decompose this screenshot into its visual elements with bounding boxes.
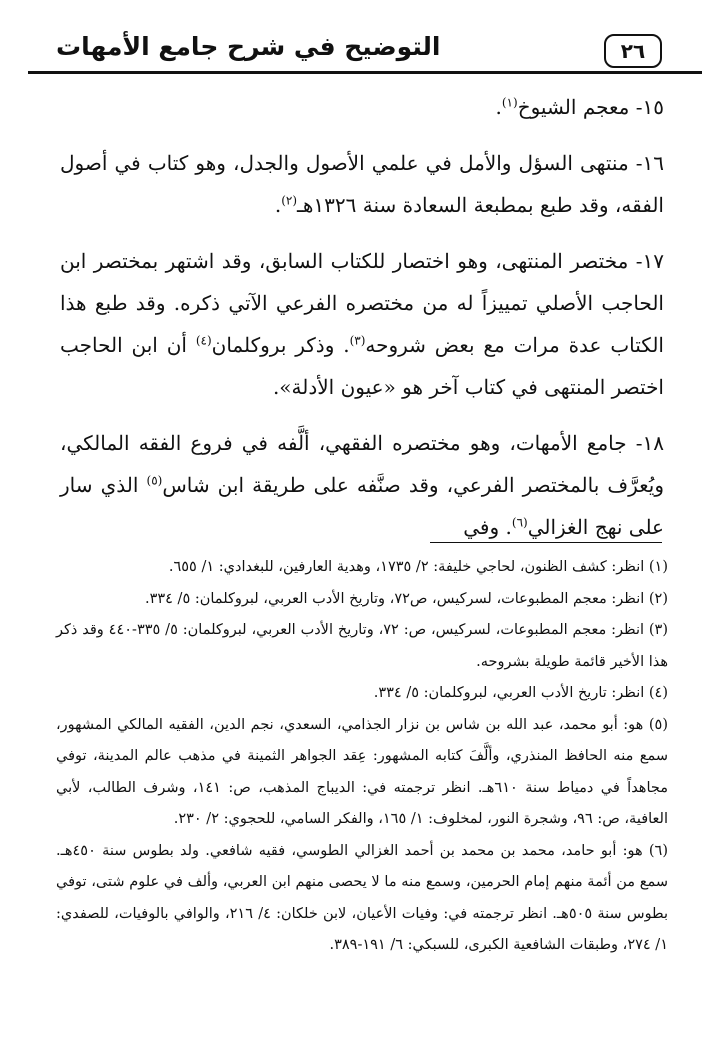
paragraph-17: [60, 240, 664, 408]
footnote-6: (٦) هو: أبو حامد، محمد بن محمد بن أحمد الغزالي الطوسي، فقيه شافعي. ولد بطوس سنة ٤٥٠هـ. سمع من أئمة منهم إمام الحرمين، وسمع منه ما لا يحصى منهم ابن العربي، وألف في علوم شتى، توفي بطوس سنة ٥٠٥هـ. انظر ترجمته في: وفيات الأعيان، لابن خلكان: ٤/ ٢١٦، والوافي بالوفيات، للصفدي: ١/ ٢٧٤، وطبقات الشافعية الكبرى، للسبكي: ٦/ ١٩١-٣٨٩.: [56, 842, 668, 953]
paragraph-18: [60, 422, 664, 548]
footnote-ref: (٥): [146, 473, 163, 488]
page-header: [28, 30, 702, 74]
footnote-ref: (١): [501, 95, 518, 110]
footnote-2: (٢) انظر: معجم المطبوعات، لسركيس، ص٧٢، وتاريخ الأدب العربي، لبروكلمان: ٥/ ٣٣٤.: [144, 590, 668, 607]
footnote-ref: (٢): [281, 193, 298, 208]
header-rule: [28, 71, 702, 74]
footnotes: [56, 552, 668, 962]
footnote-3: (٣) انظر: معجم المطبوعات، لسركيس، ص: ٧٢، وتاريخ الأدب العربي، لبروكلمان: ٥/ ٣٣٥-٤٤٠ وقد ذكر هذا الأخير قائمة طويلة بشروحه.: [56, 622, 669, 670]
paragraph-16: [60, 142, 664, 226]
paragraph-text: .: [274, 193, 282, 217]
paragraph-text: ١٨- جامع الأمهات، وهو مختصره الفقهي، ألَّفه في فروع الفقه المالكي، ويُعرَّف بالمختصر الفرعي، وقد صنَّفه على طريقة ابن شاس: [60, 431, 664, 497]
paragraph-text: ١٥- معجم الشيوخ: [517, 95, 664, 119]
footnote-1: (١) انظر: كشف الظنون، لحاجي خليفة: ٢/ ١٧٣٥، وهدية العارفين، للبغدادي: ١/ ٦٥٥.: [168, 559, 668, 575]
footnote-ref: (٣): [349, 333, 366, 348]
paragraph-text: أن ابن الحاجب اختصر المنتهى في كتاب آخر هو «عيون الأدلة».: [60, 333, 664, 399]
paragraph-text: . وذكر بروكلمان: [211, 333, 350, 357]
footnote-4: (٤) انظر: تاريخ الأدب العربي، لبروكلمان: ٥/ ٣٣٤.: [373, 685, 668, 701]
footnote-separator: [430, 542, 662, 543]
footnote-5: (٥) هو: أبو محمد، عبد الله بن شاس بن نزار الجذامي، السعدي، نجم الدين، الفقيه المالكي المشهور، سمع منه الحافظ المنذري، وألَّفَ كتابه المشهور: عِقد الجواهر الثمينة في مذهب عالم المدينة، توفي مجاهداً في دمياط سنة ٦١٠هـ. انظر ترجمته في: الديباج المذهب، ص: ١٤١، وشرف الطالب، لأبي العافية، ص: ٩٦، وشجرة النور، لمخلوف: ١/ ١٦٥، والفكر السامي، للحجوي: ٢/ ٢٣٠.: [56, 716, 668, 827]
paragraph-text: . وفي: [463, 515, 512, 539]
paragraph-15: [60, 86, 664, 128]
footnote-ref: (٤): [195, 333, 212, 348]
paragraph-text: الذي سار على نهج الغزالي: [60, 473, 664, 539]
paragraph-text: .: [495, 95, 502, 119]
page-number: ٢٦: [604, 34, 662, 68]
paragraph-text: ١٦- منتهى السؤل والأمل في علمي الأصول والجدل، وهو كتاب في أصول الفقه، وقد طبع بمطبعة السعادة سنة ١٣٢٦هـ: [60, 151, 664, 217]
main-text: [60, 86, 664, 562]
footnote-ref: (٦): [511, 515, 528, 530]
paragraph-text: ١٧- مختصر المنتهى، وهو اختصار للكتاب السابق، وقد اشتهر بمختصر ابن الحاجب الأصلي تمييزاً له من مختصره الفرعي الآتي ذكره. وقد طبع هذا الكتاب عدة مرات مع بعض شروحه: [60, 249, 664, 357]
running-title: التوضيح في شرح جامع الأمهات: [56, 32, 441, 61]
